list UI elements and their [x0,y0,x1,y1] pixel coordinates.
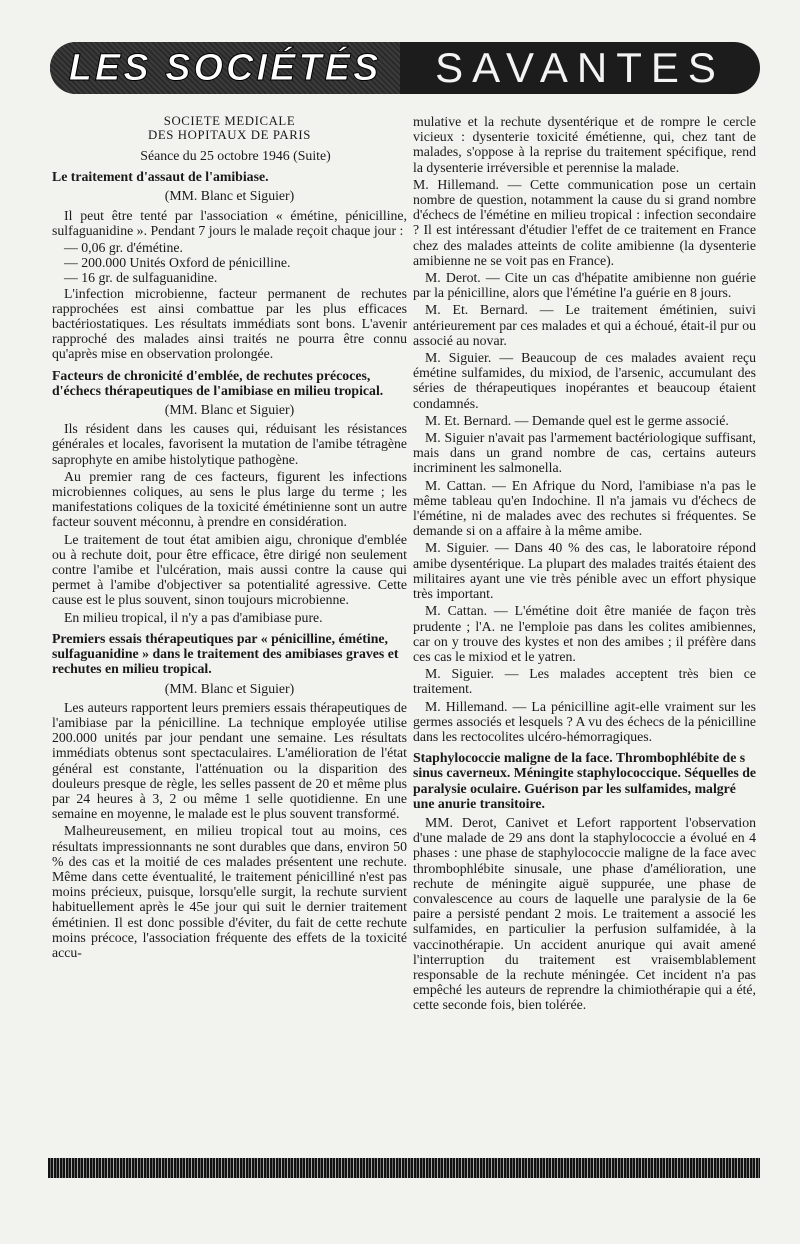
dose-list-item: — 16 gr. de sulfaguanidine. [64,270,218,286]
footer-decorative-bar [48,1158,760,1178]
discussion-paragraph: M. Cattan. — L'émétine doit être maniée de façon très prudente ; l'A. ne l'emploie pas dans les colites amibiennes, car on y trouve des kystes et non des amibes ; il préfère dans ces cas le mixiod et le yatren. [413,603,756,664]
discussion-paragraph: M. Siguier n'avait pas l'armement bactériologique suffisant, mais dans un grand nombre de cas, certains auteurs incriminent les salmonella. [413,430,756,476]
paragraph: Les auteurs rapportent leurs premiers essais thérapeutiques de l'amibiase par la pénicilline. La technique employée utilise 200.000 unités par jour pendant une semaine. Les résultats immédiats obtenus sont spectaculaires. L'amélioration de l'état général est constante, l'atténuation ou la disparition des douleurs presque de règle, les selles passent de 20 et même plus par 24 heures à 3, 2 ou même 1 selle quotidienne. En une semaine en moyenne, le malade est le plus souvent transformé. [52,699,407,822]
paragraph: L'infection microbienne, facteur permanent de rechutes rapprochées est ainsi combattue par les plus efficaces bactériostatiques. Les résultats immédiats sont bons. L'avenir rapproché des malades ainsi traités ne pourra être connu qu'après mise en observation prolongée. [52,285,407,362]
right-column [413,114,756,1015]
seance-date: Séance du 25 octobre 1946 (Suite) [140,148,331,163]
discussion-paragraph: M. Et. Bernard. — Demande quel est le germe associé. [425,412,729,428]
section-banner [50,42,760,94]
society-line-2: DES HOPITAUX DE PARIS [148,128,311,142]
dose-list-item: — 200.000 Unités Oxford de pénicilline. [64,255,291,271]
paragraph: Il peut être tenté par l'association « émétine, pénicilline, sulfaguanidine ». Pendant 7 jours le malade reçoit chaque jour : [52,207,407,238]
article-heading-1: Le traitement d'assaut de l'amibiase. [52,169,269,185]
article-heading-2: Facteurs de chronicité d'emblée, de rechutes précoces, d'échecs thérapeutiques de l'amibiase en milieu tropical. [52,367,384,398]
paragraph: Le traitement de tout état amibien aigu, chronique d'emblée ou à rechute doit, pour être efficace, être dirigé non seulement contre l'amibe et l'ulcération, mais aussi contre la cause qui permet à l'amibe d'objectiver sa potentialité agressive. Cette cause est le plus souvent, sinon toujours microbienne. [52,531,407,608]
article-authors-3: (MM. Blanc et Siguier) [164,680,295,696]
discussion-paragraph: M. Siguier. — Beaucoup de ces malades avaient reçu émétine sulfamides, du mixiod, de l'arsenic, accumulant des séries de thérapeutiques inopérantes et beaucoup étaient condamnés. [413,350,756,411]
society-line-1: SOCIETE MEDICALE [163,114,296,128]
discussion-paragraph: M. Derot. — Cite un cas d'hépatite amibienne non guérie par la pénicilline, alors que l'émétine l'a guérie en 8 jours. [413,270,756,301]
banner-right-text: SAVANTES [435,44,725,91]
left-column [52,114,407,962]
banner-left-panel [50,42,400,94]
discussion-paragraph: M. Hillemand. — Cette communication pose un certain nombre de question, notamment la cause du si grand nombre d'échecs de l'émétine en milieu tropical : infection secondaire ? Il est intéressant d'étudier l'effet de ce traitement en France chez des malades atteints de colite amibienne (la dysenterie amibienne ne se voit pas en France). [413,176,756,268]
article-heading-3: Premiers essais thérapeutiques par « pénicilline, émétine, sulfaguanidine » dans le traitement des amibiases graves et rechutes en milieu tropical. [52,630,399,677]
discussion-paragraph: M. Et. Bernard. — Le traitement émétinien, suivi antérieurement par ces malades et qui a échoué, était-il pur ou associé au novar. [413,302,756,348]
article-heading-4: Staphylococcie maligne de la face. Thrombophlébite de s sinus caverneux. Méningite staphylococcique. Séquelles de paralysie oculaire. Guérison par les sulfamides, malgré une anurie transitoire. [413,750,757,811]
dose-list-item: — 0,06 gr. d'émétine. [64,240,183,256]
society-name [52,114,407,142]
discussion-paragraph: M. Siguier. — Dans 40 % des cas, le laboratoire répond amibe dysentérique. La plupart des malades traités étaient des militaires ayant une vie très pénible avec un effort physique très important. [413,540,756,602]
paragraph: Malheureusement, en milieu tropical tout au moins, ces résultats impressionnants ne sont durables que dans, environ 50 % des cas et la moitié de ces malades présentent une rechute. Même dans cette éventualité, le traitement pénicilliné n'est pas moins précieux, puisque, lorsqu'elle surgit, la rechute survient habituellement après le 45e jour qui suit le dernier traitement émétinien. Il est donc possible d'éviter, du fait de cette rechute moins précoce, l'association fréquente des effets de la toxicité accu- [52,823,407,960]
article-authors-2: (MM. Blanc et Siguier) [164,402,295,418]
paragraph: En milieu tropical, il n'y a pas d'amibiase pure. [64,609,323,625]
paragraph: MM. Derot, Canivet et Lefort rapportent l'observation d'une malade de 29 ans dont la staphylococcie a évolué en 4 phases : une phase de staphylococcie maligne de la face avec thrombophlébite sinusale, une phase d'amélioration, une rechute de méningite aiguë suppurée, une phase de convalescence au cours de laquelle une paralysie de la 6e paire a persisté pendant 2 mois. Le traitement a associé les sulfamides, en particulier la perfusion sulfamidée, à la vaccinothérapie. Un accident anurique qui avait amené l'interruption du traitement est vraisemblablement responsable de la rechute méningée. Cet incident n'a pas empêché les auteurs de reprendre la chimiothérapie qui a été, cette seconde fois, bien tolérée. [413,814,756,1013]
paragraph: Ils résident dans les causes qui, réduisant les résistances générales et locales, favorisent la mutation de l'amibe tétragène saprophyte en amibe histolytique pathogène. [52,421,407,467]
discussion-paragraph: M. Cattan. — En Afrique du Nord, l'amibiase n'a pas le même tableau qu'en Indochine. Il n'a jamais vu d'échecs de l'émétine, ni de malades avec des rechutes si fréquentes. Se demande si on a affaire à la même amibe. [413,477,756,539]
banner-right-panel [400,42,760,94]
article-authors-1: (MM. Blanc et Siguier) [164,188,295,204]
banner-left-text: LES SOCIÉTÉS [68,46,382,89]
discussion-paragraph: M. Siguier. — Les malades acceptent très bien ce traitement. [413,666,756,697]
paragraph: mulative et la rechute dysentérique et de rompre le cercle vicieux : dysenterie toxicité émétienne, qui, chez tant de malades, s'oppose à la reprise du traitement spécifique, rend la dysenterie irréversible et perennise la malade. [413,114,756,175]
discussion-paragraph: M. Hillemand. — La pénicilline agit-elle vraiment sur les germes associés et lesquels ? A vu des échecs de la pénicilline dans les rectocolites ulcéro-hémorragiques. [413,698,756,744]
paragraph: Au premier rang de ces facteurs, figurent les infections microbiennes coliques, au sens le plus large du terme ; les manifestations coliques de la toxicité émétinienne sont un autre facteur souvent méconnu, à prendre en considération. [52,468,407,530]
